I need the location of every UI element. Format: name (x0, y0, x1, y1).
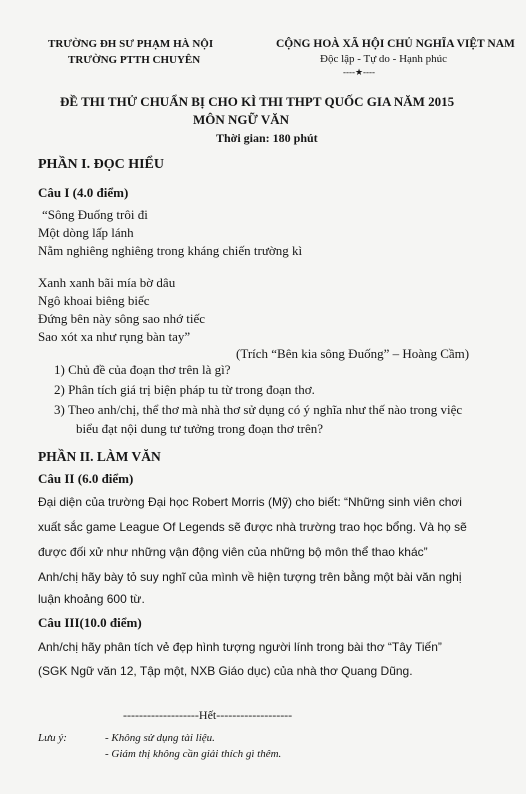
question-2-text: xuất sắc game League Of Legends sẽ được nhà trường trao học bổng. Và họ sẽ (38, 520, 467, 534)
question-1-item: 3) Theo anh/chị, thể thơ mà nhà thơ sử dụng có ý nghĩa như thế nào trong việc (54, 402, 463, 417)
poem-line: Một dòng lấp lánh (38, 225, 134, 240)
question-1-item-cont: biểu đạt nội dung tư tưởng trong đoạn thơ trên? (76, 421, 323, 436)
question-2-title: Câu II (6.0 điểm) (38, 471, 134, 486)
poem-source: (Trích “Bên kia sông Đuống” – Hoàng Cầm) (236, 346, 470, 361)
question-1-title: Câu I (4.0 điểm) (38, 185, 129, 200)
question-2-text: được đối xử như những vận động viên của những bộ môn thể thao khác” (38, 545, 428, 559)
part2-heading: PHẦN II. LÀM VĂN (38, 449, 161, 464)
question-2-text: Đại diện của trường Đại học Robert Morris (Mỹ) cho biết: “Những sinh viên chơi (38, 495, 462, 509)
national-motto: Độc lập - Tự do - Hạnh phúc (320, 53, 448, 65)
school-name: TRƯỜNG ĐH SƯ PHẠM HÀ NỘI (48, 38, 214, 50)
end-marker: -------------------Hết------------------- (123, 708, 293, 722)
exam-subject: MÔN NGỮ VĂN (193, 112, 290, 127)
school-subname: TRƯỜNG PTTH CHUYÊN (68, 54, 201, 66)
question-2-text: Anh/chị hãy bày tỏ suy nghĩ của mình về hiện tượng trên bằng một bài văn nghị (38, 570, 462, 584)
header-star-divider: ----★---- (343, 67, 376, 77)
note-label: Lưu ý: (38, 732, 67, 744)
question-1-item: 1) Chủ đề của đoạn thơ trên là gì? (54, 362, 231, 377)
exam-title: ĐỀ THI THỬ CHUẨN BỊ CHO KÌ THI THPT QUỐC GIA NĂM 2015 (60, 94, 455, 109)
poem-line: Sao xót xa như rụng bàn tay” (38, 329, 191, 344)
national-title: CỘNG HOÀ XÃ HỘI CHỦ NGHĨA VIỆT NAM (276, 38, 515, 50)
question-3-title: Câu III(10.0 điểm) (38, 615, 142, 630)
question-2-text: luận khoảng 600 từ. (38, 592, 145, 606)
poem-line: Xanh xanh bãi mía bờ dâu (38, 275, 176, 290)
question-3-text: Anh/chị hãy phân tích vẻ đẹp hình tượng người lính trong bài thơ “Tây Tiến” (38, 640, 442, 654)
poem-line: Ngô khoai biêng biếc (38, 293, 150, 308)
poem-line: Đứng bên này sông sao nhớ tiếc (38, 311, 206, 326)
poem-line: Nằm nghiêng nghiêng trong kháng chiến trường kì (38, 243, 303, 258)
poem-line: “Sông Đuống trôi đi (42, 207, 148, 222)
question-3-text: (SGK Ngữ văn 12, Tập một, NXB Giáo dục) của nhà thơ Quang Dũng. (38, 664, 413, 678)
note-item: - Không sử dụng tài liệu. (105, 732, 215, 744)
question-1-item: 2) Phân tích giá trị biện pháp tu từ trong đoạn thơ. (54, 382, 315, 397)
note-item: - Giám thị không cần giải thích gì thêm. (105, 748, 282, 760)
exam-duration: Thời gian: 180 phút (216, 131, 318, 145)
part1-heading: PHẦN I. ĐỌC HIỂU (38, 157, 165, 172)
